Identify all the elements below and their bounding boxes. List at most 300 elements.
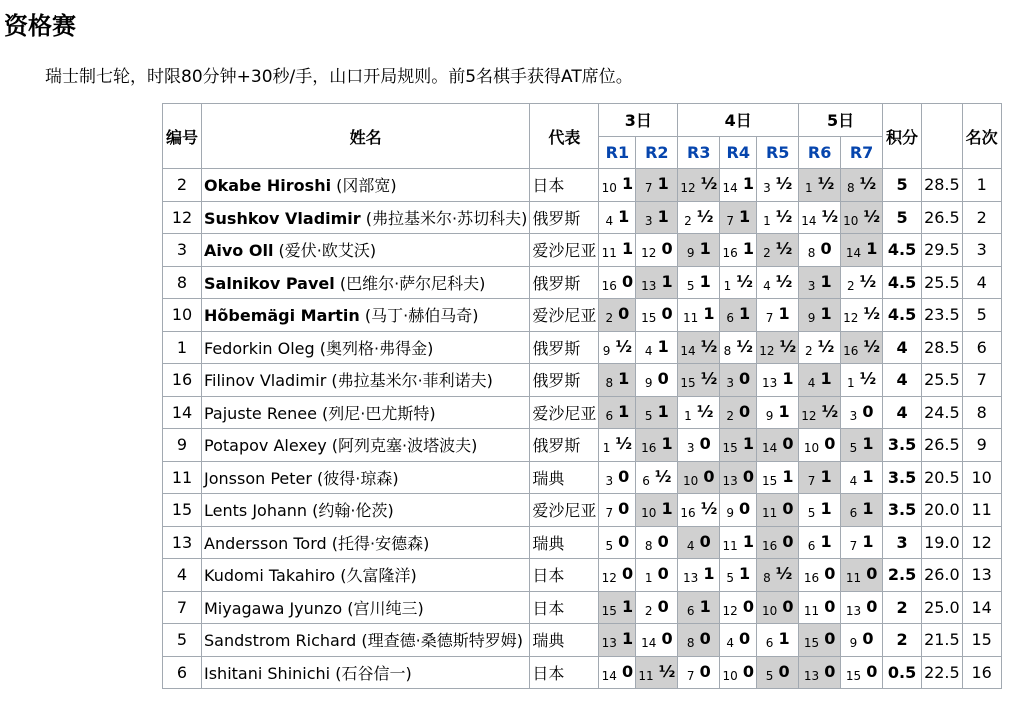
round-points: 0 (657, 596, 669, 616)
round-result (799, 364, 841, 397)
opponent-number: 11 (803, 603, 820, 618)
round-points: 0 (703, 466, 715, 486)
round-points: 1 (862, 434, 874, 454)
opponent-number: 4 (849, 473, 858, 488)
round-points: 0 (820, 239, 832, 259)
opponent-number: 12 (680, 181, 696, 196)
round-points: 1 (820, 531, 832, 551)
player-federation: 日本 (530, 559, 599, 592)
table-row (163, 526, 1002, 559)
col-header-fed: 代表 (530, 104, 599, 169)
player-number: 15 (163, 494, 202, 527)
table-row (163, 591, 1002, 624)
round-points: 0 (824, 629, 836, 649)
round-result (757, 461, 799, 494)
round-result (757, 429, 799, 462)
round-result (678, 591, 720, 624)
round-points: 1 (862, 499, 874, 519)
opponent-number: 13 (683, 571, 699, 586)
player-name-cell (202, 299, 530, 332)
opponent-number: 14 (601, 668, 617, 683)
player-name-latin: Fedorkin Oleg (204, 338, 315, 358)
opponent-number: 10 (761, 603, 778, 618)
player-name-cell (202, 331, 530, 364)
round-result (599, 559, 636, 592)
round-link-r1[interactable]: R1 (599, 136, 636, 169)
player-name-chinese: (马丁·赫伯马奇) (359, 306, 479, 326)
opponent-number: 5 (807, 506, 816, 521)
table-row (163, 299, 1002, 332)
round-result (799, 266, 841, 299)
round-points: 0 (657, 531, 669, 551)
round-points: 0 (739, 629, 751, 649)
round-result (757, 201, 799, 234)
player-name-cell (202, 364, 530, 397)
tiebreak-value: 26.5 (922, 429, 963, 462)
opponent-number: 13 (803, 668, 820, 683)
round-result (720, 591, 757, 624)
round-points: ½ (779, 336, 797, 356)
round-points: ½ (863, 336, 881, 356)
round-points: 1 (703, 304, 715, 324)
round-result (636, 591, 678, 624)
table-row (163, 461, 1002, 494)
opponent-number: 16 (722, 246, 738, 261)
opponent-number: 9 (644, 376, 653, 391)
round-result (841, 234, 883, 267)
round-points: 0 (657, 369, 669, 389)
opponent-number: 14 (801, 213, 817, 228)
round-result (678, 494, 720, 527)
round-points: 0 (742, 661, 754, 681)
opponent-number: 2 (684, 213, 692, 228)
opponent-number: 5 (726, 571, 734, 586)
tiebreak-value: 21.5 (922, 624, 963, 657)
opponent-number: 11 (683, 311, 699, 326)
opponent-number: 1 (846, 376, 855, 391)
round-result (636, 266, 678, 299)
total-score: 2 (883, 624, 922, 657)
table-row (163, 429, 1002, 462)
player-name-cell (202, 169, 530, 202)
round-result (599, 591, 636, 624)
opponent-number: 3 (807, 278, 816, 293)
round-link-r5[interactable]: R5 (757, 136, 799, 169)
player-number: 12 (163, 201, 202, 234)
round-points: 0 (699, 434, 711, 454)
round-points: 1 (703, 564, 715, 584)
intro-text: 瑞士制七轮，时限80分钟+30秒/手，山口开局规则。前5名棋手获得AT席位。 (45, 67, 633, 87)
player-number: 11 (163, 461, 202, 494)
total-score: 4.5 (883, 234, 922, 267)
player-name-chinese: (巴维尔·萨尔尼科夫) (334, 273, 486, 293)
opponent-number: 14 (845, 246, 862, 261)
player-number: 5 (163, 624, 202, 657)
player-name-chinese: (奥列格·弗得金) (314, 338, 434, 358)
round-points: 1 (778, 401, 790, 421)
opponent-number: 2 (644, 603, 653, 618)
table-row (163, 331, 1002, 364)
player-federation: 俄罗斯 (530, 331, 599, 364)
player-name-latin: Aivo Oll (204, 241, 274, 261)
round-result (799, 234, 841, 267)
opponent-number: 6 (642, 473, 650, 488)
player-name-latin: Lents Johann (204, 501, 308, 521)
tiebreak-value: 23.5 (922, 299, 963, 332)
round-result (841, 396, 883, 429)
round-result (720, 169, 757, 202)
opponent-number: 12 (641, 246, 657, 261)
opponent-number: 9 (686, 246, 695, 261)
opponent-number: 5 (765, 668, 774, 683)
total-score: 3 (883, 526, 922, 559)
col-header-no: 编号 (163, 104, 202, 169)
round-result (720, 461, 757, 494)
round-result (678, 429, 720, 462)
player-name-chinese: (理查德·桑德斯特罗姆) (356, 631, 523, 651)
opponent-number: 14 (761, 441, 778, 456)
opponent-number: 9 (726, 506, 734, 521)
day-header-4: 4日 (678, 104, 799, 137)
round-link-r2[interactable]: R2 (636, 136, 678, 169)
opponent-number: 15 (803, 636, 820, 651)
final-rank: 5 (962, 299, 1001, 332)
player-name-latin: Ishitani Shinichi (204, 663, 331, 683)
player-federation: 瑞典 (530, 461, 599, 494)
round-points: 1 (866, 239, 878, 259)
player-name-chinese: (彼得·琼森) (311, 468, 399, 488)
round-points: 0 (618, 531, 630, 551)
round-result (799, 526, 841, 559)
final-rank: 12 (962, 526, 1001, 559)
player-number: 3 (163, 234, 202, 267)
round-points: 1 (621, 239, 634, 259)
round-result (799, 461, 841, 494)
round-result (636, 299, 678, 332)
round-points: 0 (824, 596, 836, 616)
round-points: ½ (700, 174, 718, 194)
round-result (599, 429, 636, 462)
round-points: ½ (700, 336, 718, 356)
player-number: 7 (163, 591, 202, 624)
round-result (841, 331, 883, 364)
player-name-latin: Sushkov Vladimir (204, 208, 361, 228)
round-points: ½ (859, 174, 877, 194)
round-points: 0 (782, 499, 794, 519)
round-result (841, 559, 883, 592)
table-row (163, 201, 1002, 234)
player-name-latin: Filinov Vladimir (204, 371, 327, 391)
round-result (720, 201, 757, 234)
opponent-number: 10 (641, 506, 657, 521)
round-result (757, 169, 799, 202)
round-result (720, 234, 757, 267)
round-result (678, 234, 720, 267)
round-result (757, 266, 799, 299)
round-result (799, 331, 841, 364)
round-result (799, 429, 841, 462)
total-score: 0.5 (883, 656, 922, 689)
player-name-latin: Hõbemägi Martin (204, 306, 360, 326)
player-name-cell (202, 526, 530, 559)
round-result (757, 331, 799, 364)
tiebreak-value: 25.0 (922, 591, 963, 624)
tiebreak-value: 22.5 (922, 656, 963, 689)
round-points: 1 (699, 239, 711, 259)
round-result (799, 299, 841, 332)
round-result (799, 201, 841, 234)
round-points: 0 (866, 564, 878, 584)
opponent-number: 8 (763, 571, 771, 586)
table-row (163, 656, 1002, 689)
round-result (841, 299, 883, 332)
opponent-number: 2 (726, 408, 734, 423)
round-result (678, 364, 720, 397)
round-result (678, 526, 720, 559)
opponent-number: 16 (843, 343, 859, 358)
round-points: ½ (615, 336, 633, 356)
round-points: 1 (657, 206, 669, 226)
final-rank: 16 (962, 656, 1001, 689)
round-points: 1 (739, 206, 751, 226)
round-points: 0 (742, 466, 754, 486)
round-result (678, 624, 720, 657)
round-result (841, 364, 883, 397)
opponent-number: 11 (638, 668, 654, 683)
player-federation: 爱沙尼亚 (530, 396, 599, 429)
total-score: 5 (883, 201, 922, 234)
header-row-days (163, 104, 1002, 137)
table-row (163, 624, 1002, 657)
round-link-r6[interactable]: R6 (799, 136, 841, 169)
opponent-number: 10 (683, 473, 699, 488)
player-name-cell (202, 494, 530, 527)
round-points: 0 (661, 629, 673, 649)
total-score: 4.5 (883, 266, 922, 299)
round-points: 0 (621, 271, 634, 291)
round-result (841, 429, 883, 462)
round-result (599, 494, 636, 527)
opponent-number: 2 (846, 278, 855, 293)
round-result (841, 591, 883, 624)
round-points: 1 (657, 174, 669, 194)
opponent-number: 14 (722, 181, 738, 196)
round-points: ½ (775, 239, 793, 259)
player-federation: 爱沙尼亚 (530, 234, 599, 267)
round-result (841, 266, 883, 299)
opponent-number: 13 (641, 278, 657, 293)
round-result (599, 169, 636, 202)
round-points: 1 (657, 336, 669, 356)
table-row (163, 396, 1002, 429)
opponent-number: 7 (807, 473, 816, 488)
round-result (636, 624, 678, 657)
opponent-number: 10 (601, 181, 617, 196)
round-points: ½ (775, 174, 793, 194)
table-row (163, 266, 1002, 299)
tiebreak-value: 19.0 (922, 526, 963, 559)
player-name-chinese: (爱伏·欧艾沃) (273, 241, 377, 261)
opponent-number: 13 (722, 473, 738, 488)
round-result (599, 331, 636, 364)
player-number: 16 (163, 364, 202, 397)
player-federation: 瑞典 (530, 624, 599, 657)
round-points: ½ (859, 271, 877, 291)
round-points: 1 (820, 499, 832, 519)
opponent-number: 6 (807, 538, 816, 553)
results-table (162, 103, 1002, 689)
opponent-number: 2 (763, 246, 771, 261)
col-header-name: 姓名 (202, 104, 530, 169)
opponent-number: 2 (605, 311, 614, 326)
round-result (799, 656, 841, 689)
player-number: 13 (163, 526, 202, 559)
round-result (799, 559, 841, 592)
final-rank: 14 (962, 591, 1001, 624)
day-header-5: 5日 (799, 104, 883, 137)
round-points: 1 (618, 206, 630, 226)
opponent-number: 4 (644, 343, 653, 358)
total-score: 4 (883, 331, 922, 364)
round-points: 1 (782, 369, 794, 389)
opponent-number: 5 (686, 278, 695, 293)
round-points: ½ (696, 206, 714, 226)
table-row (163, 364, 1002, 397)
round-result (720, 266, 757, 299)
round-points: 0 (742, 596, 754, 616)
round-points: 1 (699, 596, 711, 616)
round-points: 0 (782, 434, 794, 454)
player-name-chinese: (列尼·巴尤斯特) (316, 403, 436, 423)
opponent-number: 3 (644, 213, 653, 228)
round-points: 1 (699, 271, 711, 291)
total-score: 3.5 (883, 461, 922, 494)
final-rank: 10 (962, 461, 1001, 494)
player-name-cell (202, 461, 530, 494)
player-number: 9 (163, 429, 202, 462)
round-result (841, 494, 883, 527)
player-name-chinese: (弗拉基米尔·苏切科夫) (360, 208, 528, 228)
opponent-number: 5 (605, 538, 614, 553)
round-result (757, 299, 799, 332)
round-points: 0 (866, 596, 878, 616)
opponent-number: 3 (763, 181, 771, 196)
round-points: 0 (661, 304, 673, 324)
round-result (678, 299, 720, 332)
opponent-number: 5 (644, 408, 653, 423)
player-name-cell (202, 656, 530, 689)
player-name-latin: Pajuste Renee (204, 403, 317, 423)
opponent-number: 7 (765, 311, 774, 326)
total-score: 3.5 (883, 494, 922, 527)
round-result (636, 429, 678, 462)
round-points: 1 (862, 531, 874, 551)
tiebreak-value: 26.0 (922, 559, 963, 592)
opponent-number: 1 (723, 278, 732, 293)
player-federation: 日本 (530, 169, 599, 202)
round-points: 1 (742, 434, 754, 454)
round-points: 1 (778, 304, 790, 324)
round-result (599, 266, 636, 299)
table-row (163, 234, 1002, 267)
opponent-number: 2 (805, 343, 813, 358)
final-rank: 15 (962, 624, 1001, 657)
opponent-number: 4 (605, 213, 614, 228)
round-result (678, 201, 720, 234)
round-result (799, 624, 841, 657)
opponent-number: 16 (641, 441, 657, 456)
round-points: ½ (821, 401, 839, 421)
round-result (720, 396, 757, 429)
player-name-cell (202, 396, 530, 429)
round-points: 0 (862, 629, 874, 649)
player-name-chinese: (久富隆洋) (335, 566, 417, 586)
round-result (757, 494, 799, 527)
tiebreak-value: 25.5 (922, 364, 963, 397)
opponent-number: 10 (843, 213, 859, 228)
opponent-number: 1 (763, 213, 771, 228)
opponent-number: 9 (849, 636, 858, 651)
player-federation: 爱沙尼亚 (530, 494, 599, 527)
opponent-number: 8 (644, 538, 653, 553)
opponent-number: 15 (845, 668, 862, 683)
round-result (636, 396, 678, 429)
day-header-3: 3日 (599, 104, 678, 137)
round-result (678, 331, 720, 364)
opponent-number: 4 (686, 538, 695, 553)
round-points: 1 (621, 629, 634, 649)
player-name-latin: Kudomi Takahiro (204, 566, 336, 586)
round-points: 1 (657, 401, 669, 421)
final-rank: 2 (962, 201, 1001, 234)
player-name-cell (202, 266, 530, 299)
tiebreak-value: 25.5 (922, 266, 963, 299)
round-result (757, 234, 799, 267)
opponent-number: 12 (843, 311, 859, 326)
player-name-cell (202, 201, 530, 234)
round-points: ½ (736, 336, 753, 356)
round-points: 0 (824, 564, 836, 584)
opponent-number: 11 (761, 506, 778, 521)
round-points: 1 (618, 369, 630, 389)
round-link-r7[interactable]: R7 (841, 136, 883, 169)
round-result (636, 364, 678, 397)
round-points: 0 (621, 661, 634, 681)
round-link-r4[interactable]: R4 (720, 136, 757, 169)
tiebreak-value: 20.5 (922, 461, 963, 494)
round-result (678, 461, 720, 494)
col-header-tiebreak (922, 104, 963, 169)
round-result (757, 396, 799, 429)
player-name-cell (202, 429, 530, 462)
round-result (799, 396, 841, 429)
opponent-number: 16 (803, 571, 820, 586)
player-name-chinese: (托得·安德森) (326, 533, 430, 553)
opponent-number: 1 (644, 571, 653, 586)
player-name-cell (202, 234, 530, 267)
total-score: 2 (883, 591, 922, 624)
opponent-number: 16 (601, 278, 617, 293)
round-points: 0 (862, 401, 874, 421)
round-points: 0 (739, 499, 751, 519)
tiebreak-value: 28.5 (922, 331, 963, 364)
round-link-r3[interactable]: R3 (678, 136, 720, 169)
round-points: 0 (661, 239, 673, 259)
round-result (720, 331, 757, 364)
round-result (599, 461, 636, 494)
round-result (599, 526, 636, 559)
final-rank: 11 (962, 494, 1001, 527)
